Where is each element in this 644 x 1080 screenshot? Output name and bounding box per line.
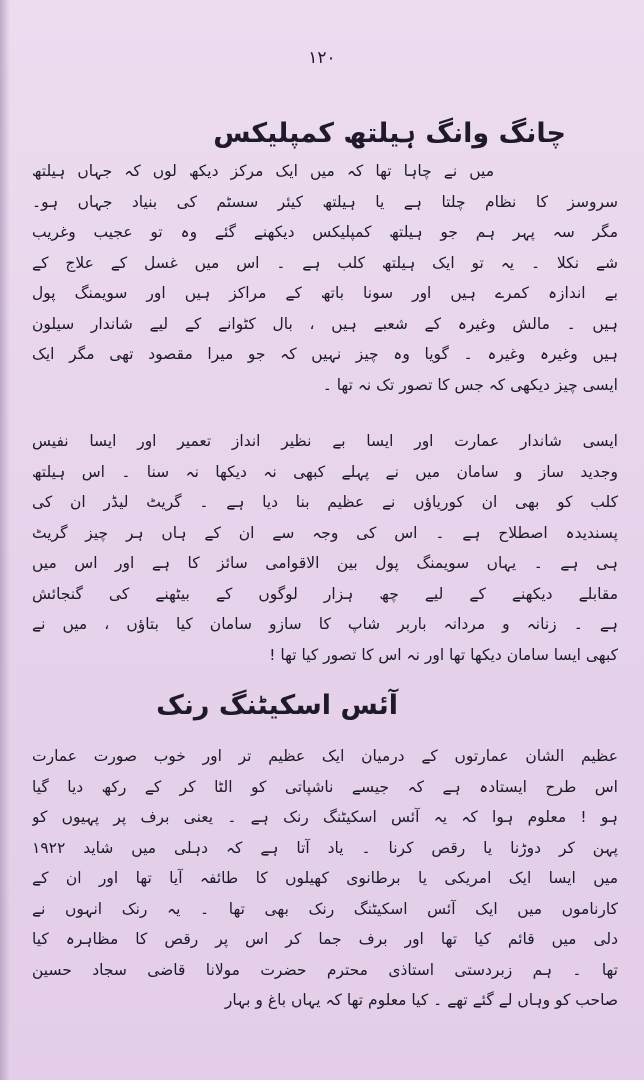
text-line: مقابلے دیکھنے کے لیے چھ ہزار لوگوں کے بیٹھنے کی گنجائش xyxy=(32,584,618,603)
paragraph xyxy=(32,156,618,400)
text-line: مگر سہ پہر ہم جو ہیلتھ کمپلیکس دیکھنے گئے وہ تو عجیب وغریب xyxy=(32,223,618,241)
section-heading-health-complex: چانگ وانگ ہیلتھ کمپلیکس xyxy=(213,118,566,149)
text-line: کلب کو بھی ان کوریاؤں نے عظیم بنا دیا ہے ۔ گریٹ لیڈر ان کی xyxy=(32,493,618,511)
text-line: تھا ۔ ہم زبردستی استاذی محترم حضرت مولانا قاضی سجاد حسین xyxy=(32,960,618,979)
text-line: ہی ہے ۔ یہاں سویمنگ پول بین الاقوامی سائز کا ہے اور اس میں xyxy=(32,554,618,572)
text-line: پہن کر دوڑنا یا رقص کرنا ۔ یاد آتا ہے کہ دہلی میں شاید ۱۹۲۲ xyxy=(32,838,618,857)
text-line: کبھی ایسا سامان دیکھا تھا اور نہ اس کا تصور کیا تھا ! xyxy=(269,645,618,664)
text-line: پسندیدہ اصطلاح ہے ۔ اس کی وجہ سے ان کے ہاں ہر چیز گریٹ xyxy=(32,523,618,542)
text-line: ہیں ۔ مالش وغیرہ کے شعبے ہیں ، بال کٹوانے کے لیے شاندار سیلون xyxy=(32,314,618,333)
text-line: ایسی چیز دیکھی کہ جس کا تصور تک نہ تھا ۔ xyxy=(322,375,618,394)
text-line: ہیں وغیرہ وغیرہ ۔ گویا وہ چیز نہیں کہ جو میرا مقصود تھی مگر ایک xyxy=(32,345,618,363)
text-line: شے نکلا ۔ یہ تو ایک ہیلتھ کلب ہے ۔ اس میں غسل کے علاج کے xyxy=(32,253,618,272)
text-line: میں نے چاہا تھا کہ میں ایک مرکز دیکھ لوں کہ جہاں ہیلتھ xyxy=(32,162,494,180)
text-line: عظیم الشان عمارتوں کے درمیان ایک عظیم تر اور خوب صورت عمارت xyxy=(32,747,618,765)
text-line: کارناموں میں ایک آئس اسکیٹنگ رنک بھی تھا ۔ یہ رنک انہوں نے xyxy=(32,899,618,918)
page-number: ۱۲۰ xyxy=(308,48,336,68)
paragraph xyxy=(32,426,618,670)
paragraph xyxy=(32,741,618,1016)
text-line: ہے ۔ زنانہ و مردانہ باربر شاپ کا سازو سامان کیا بتاؤں ، میں نے xyxy=(32,615,618,633)
text-line: سروسز کا نظام چلتا ہے یا ہیلتھ کیئر سسٹم کی بنیاد جہاں ہو۔ xyxy=(32,192,618,211)
text-line: وجدید ساز و سامان میں نے پہلے کبھی نہ دیکھا نہ سنا ۔ اس ہیلتھ xyxy=(32,462,618,481)
text-line: ایسی شاندار عمارت اور ایسا بے نظیر انداز تعمیر اور ایسا نفیس xyxy=(32,432,618,450)
text-line: دلی میں قائم کیا تھا اور برف جما کر اس پر رقص کا مظاہرہ کیا xyxy=(32,930,618,948)
text-line: صاحب کو وہاں لے گئے تھے ۔ کیا معلوم تھا کہ یہاں باغ و بہار xyxy=(224,991,618,1009)
text-line: ہو ! معلوم ہوا کہ یہ آئس اسکیٹنگ رنک ہے ۔ یعنی برف پر پہیوں کو xyxy=(32,808,618,826)
text-line: میں ایسا ایک امریکی یا برطانوی کھیلوں کا طائفہ آیا تھا اور ان کے xyxy=(32,869,618,887)
text-line: اس طرح ایستادہ ہے کہ جیسے ناشپاتی کو الٹا کر کے رکھ دیا گیا xyxy=(32,777,618,796)
section-heading-ice-skating-rink: آئس اسکیٹنگ رنک xyxy=(156,690,398,721)
text-line: بے اندازہ کمرے ہیں اور سونا باتھ کے مراکز ہیں اور سویمنگ پول xyxy=(32,284,618,302)
